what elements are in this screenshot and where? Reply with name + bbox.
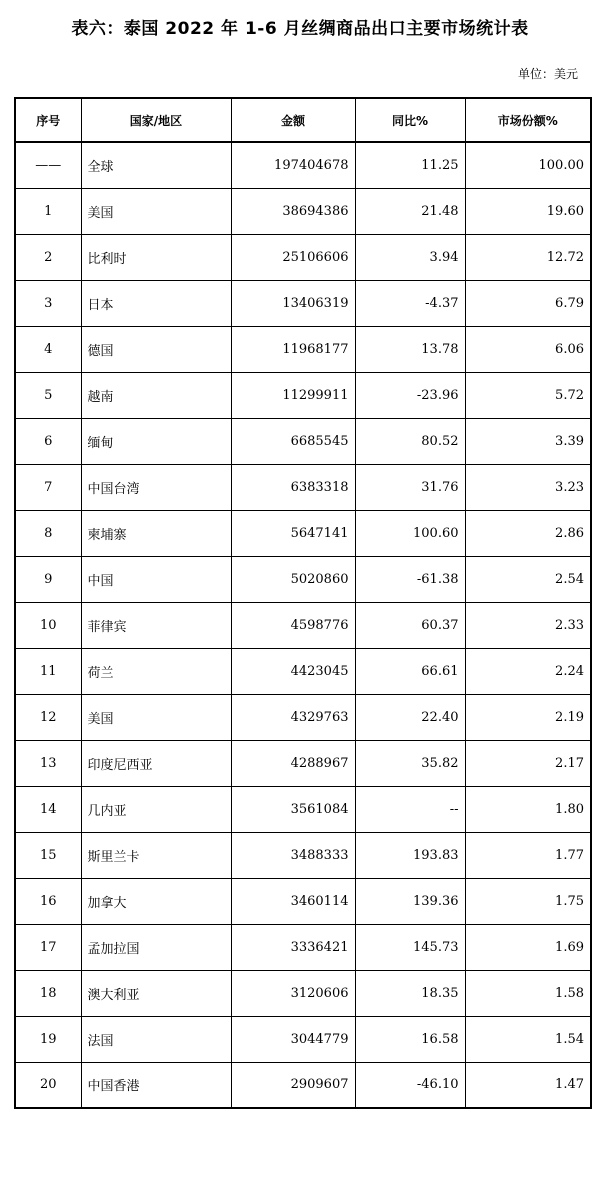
row-yoy: 60.37: [355, 602, 465, 648]
row-country: 几内亚: [81, 786, 231, 832]
row-index: 3: [15, 280, 81, 326]
row-share: 3.23: [465, 464, 591, 510]
row-share: 1.58: [465, 970, 591, 1016]
row-index: 19: [15, 1016, 81, 1062]
row-amount: 4329763: [231, 694, 355, 740]
table-row: [15, 1016, 591, 1062]
row-country: 柬埔寨: [81, 510, 231, 556]
row-yoy: 35.82: [355, 740, 465, 786]
row-yoy: 18.35: [355, 970, 465, 1016]
row-amount: 3561084: [231, 786, 355, 832]
export-market-table: [14, 97, 592, 1109]
row-amount: 3460114: [231, 878, 355, 924]
row-share: 1.75: [465, 878, 591, 924]
table-row: [15, 878, 591, 924]
row-country: 澳大利亚: [81, 970, 231, 1016]
row-share: 19.60: [465, 188, 591, 234]
row-country: 美国: [81, 188, 231, 234]
row-country: 斯里兰卡: [81, 832, 231, 878]
row-country: 荷兰: [81, 648, 231, 694]
table-row: [15, 418, 591, 464]
row-share: 5.72: [465, 372, 591, 418]
row-share: 2.33: [465, 602, 591, 648]
row-amount: 4598776: [231, 602, 355, 648]
row-amount: 3044779: [231, 1016, 355, 1062]
table-row: [15, 786, 591, 832]
row-yoy: 3.94: [355, 234, 465, 280]
row-country: 越南: [81, 372, 231, 418]
row-country: 全球: [81, 142, 231, 188]
table-row: [15, 602, 591, 648]
row-country: 美国: [81, 694, 231, 740]
row-country: 德国: [81, 326, 231, 372]
row-yoy: 139.36: [355, 878, 465, 924]
row-yoy: 31.76: [355, 464, 465, 510]
row-yoy: 16.58: [355, 1016, 465, 1062]
table-row: [15, 372, 591, 418]
table-row: [15, 1062, 591, 1108]
row-index: 18: [15, 970, 81, 1016]
header-yoy: 同比%: [355, 98, 465, 142]
table-row: [15, 970, 591, 1016]
table-row: [15, 556, 591, 602]
table-row: [15, 188, 591, 234]
row-country: 印度尼西亚: [81, 740, 231, 786]
row-index: 20: [15, 1062, 81, 1108]
table-row: [15, 740, 591, 786]
table-row: [15, 234, 591, 280]
table-row: [15, 924, 591, 970]
table-row: [15, 464, 591, 510]
row-index: 6: [15, 418, 81, 464]
table-row: [15, 142, 591, 188]
table-row: [15, 280, 591, 326]
row-country: 中国香港: [81, 1062, 231, 1108]
row-index: 12: [15, 694, 81, 740]
row-share: 2.17: [465, 740, 591, 786]
row-share: 12.72: [465, 234, 591, 280]
row-index: 5: [15, 372, 81, 418]
row-yoy: 22.40: [355, 694, 465, 740]
row-yoy: 100.60: [355, 510, 465, 556]
row-country: 加拿大: [81, 878, 231, 924]
row-yoy: -46.10: [355, 1062, 465, 1108]
row-amount: 4423045: [231, 648, 355, 694]
table-row: [15, 648, 591, 694]
row-share: 1.54: [465, 1016, 591, 1062]
row-share: 2.54: [465, 556, 591, 602]
row-country: 孟加拉国: [81, 924, 231, 970]
row-amount: 5020860: [231, 556, 355, 602]
row-amount: 13406319: [231, 280, 355, 326]
row-yoy: -61.38: [355, 556, 465, 602]
row-share: 1.77: [465, 832, 591, 878]
row-yoy: 13.78: [355, 326, 465, 372]
row-share: 3.39: [465, 418, 591, 464]
table-header: [15, 98, 591, 142]
row-share: 2.86: [465, 510, 591, 556]
row-country: 法国: [81, 1016, 231, 1062]
row-amount: 25106606: [231, 234, 355, 280]
row-amount: 3120606: [231, 970, 355, 1016]
row-yoy: 11.25: [355, 142, 465, 188]
row-amount: 38694386: [231, 188, 355, 234]
header-amount: 金额: [231, 98, 355, 142]
row-country: 比利时: [81, 234, 231, 280]
row-yoy: 21.48: [355, 188, 465, 234]
row-country: 日本: [81, 280, 231, 326]
table-row: [15, 326, 591, 372]
row-amount: 3488333: [231, 832, 355, 878]
row-index: 4: [15, 326, 81, 372]
row-share: 2.19: [465, 694, 591, 740]
row-country: 缅甸: [81, 418, 231, 464]
row-amount: 11299911: [231, 372, 355, 418]
page-title: 表六：泰国 2022 年 1-6 月丝绸商品出口主要市场统计表: [71, 19, 529, 39]
row-index: 1: [15, 188, 81, 234]
row-index: 17: [15, 924, 81, 970]
row-index: 10: [15, 602, 81, 648]
row-yoy: 80.52: [355, 418, 465, 464]
header-index: 序号: [15, 98, 81, 142]
table-row: [15, 510, 591, 556]
row-share: 100.00: [465, 142, 591, 188]
row-share: 6.06: [465, 326, 591, 372]
unit-label: 单位：美元: [517, 67, 578, 81]
row-index: ——: [15, 142, 81, 188]
row-share: 6.79: [465, 280, 591, 326]
row-amount: 4288967: [231, 740, 355, 786]
row-index: 14: [15, 786, 81, 832]
table-row: [15, 832, 591, 878]
row-amount: 6685545: [231, 418, 355, 464]
table-row: [15, 694, 591, 740]
row-yoy: 145.73: [355, 924, 465, 970]
header-row: [15, 98, 591, 142]
row-yoy: -23.96: [355, 372, 465, 418]
row-yoy: -4.37: [355, 280, 465, 326]
row-share: 1.47: [465, 1062, 591, 1108]
row-amount: 6383318: [231, 464, 355, 510]
row-amount: 197404678: [231, 142, 355, 188]
header-share: 市场份额%: [465, 98, 591, 142]
row-share: 1.69: [465, 924, 591, 970]
row-amount: 5647141: [231, 510, 355, 556]
row-country: 中国: [81, 556, 231, 602]
row-index: 9: [15, 556, 81, 602]
row-index: 11: [15, 648, 81, 694]
row-index: 16: [15, 878, 81, 924]
row-yoy: 66.61: [355, 648, 465, 694]
row-country: 菲律宾: [81, 602, 231, 648]
row-share: 1.80: [465, 786, 591, 832]
row-index: 15: [15, 832, 81, 878]
table-body: [15, 142, 591, 1108]
row-index: 7: [15, 464, 81, 510]
row-share: 2.24: [465, 648, 591, 694]
row-index: 8: [15, 510, 81, 556]
header-country: 国家/地区: [81, 98, 231, 142]
row-yoy: 193.83: [355, 832, 465, 878]
row-amount: 11968177: [231, 326, 355, 372]
row-country: 中国台湾: [81, 464, 231, 510]
row-yoy: --: [355, 786, 465, 832]
row-amount: 3336421: [231, 924, 355, 970]
row-index: 13: [15, 740, 81, 786]
row-amount: 2909607: [231, 1062, 355, 1108]
row-index: 2: [15, 234, 81, 280]
